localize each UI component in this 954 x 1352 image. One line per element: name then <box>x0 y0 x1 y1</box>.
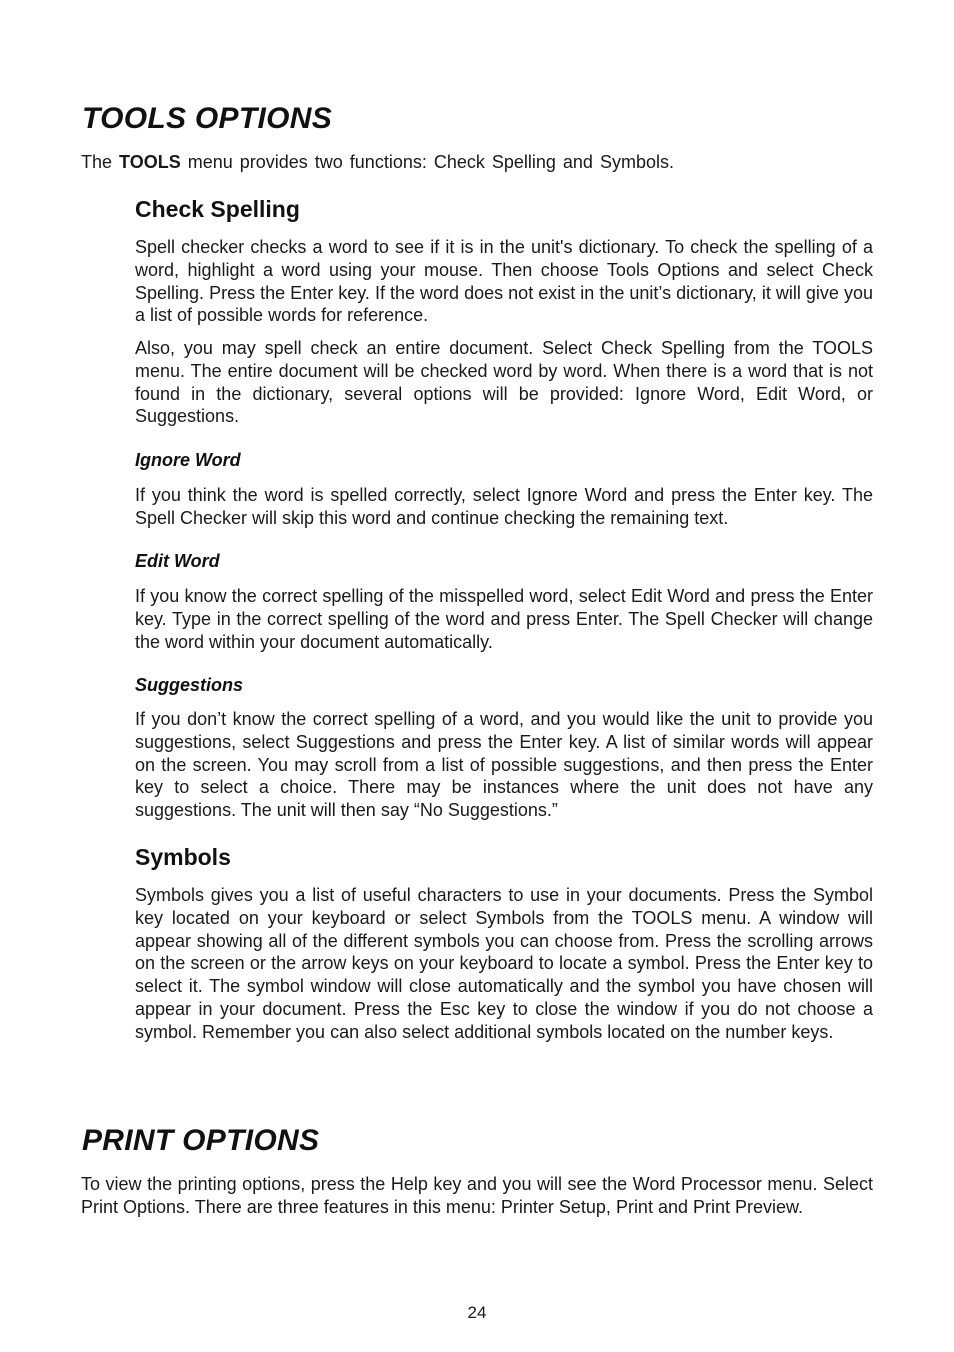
edit-word-heading: Edit Word <box>135 551 220 571</box>
edit-word-paragraph: If you know the correct spelling of the misspelled word, select Edit Word and press the Enter key. Type in the correct spelling of the word and press Enter. The Spell Checker will change the word within your document automatically. <box>135 586 873 652</box>
symbols-paragraph: Symbols gives you a list of useful characters to use in your documents. Press the Symbol key located on your keyboard or select Symbols from the TOOLS menu. A window will appear showing all of the different symbols you can choose from. Press the scrolling arrows on the screen or the arrow keys on your keyboard to locate a symbol. Press the Enter key to select it. The symbol window will close automatically and the symbol you have chosen will appear in your document. Press the Esc key to close the window if you do not choose a symbol. Remember you can also select additional symbols located on the number keys. <box>135 885 873 1042</box>
tools-options-title: TOOLS OPTIONS <box>82 102 333 135</box>
tools-intro-after: menu provides two functions: Check Spelling and Symbols. <box>180 152 674 172</box>
page-number: 24 <box>467 1303 487 1322</box>
print-options-title: PRINT OPTIONS <box>82 1124 320 1157</box>
check-spelling-paragraph-1: Spell checker checks a word to see if it is in the unit's dictionary. To check the spelling of a word, highlight a word using your mouse. Then choose Tools Options and select Check Spelling. Press the Enter key. If the word does not exist in the unit’s dictionary, it will give you a list of possible words for reference. <box>135 237 873 326</box>
suggestions-paragraph: If you don’t know the correct spelling of a word, and you would like the unit to provide you suggestions, select Suggestions and press the Enter key. A list of similar words will appear on the screen. You may scroll from a list of possible suggestions, and then press the Enter key to select a choice. There may be instances where the unit does not have any suggestions. The unit will then say “No Suggestions.” <box>135 709 873 821</box>
ignore-word-heading: Ignore Word <box>135 450 241 470</box>
check-spelling-heading: Check Spelling <box>135 196 300 222</box>
suggestions-heading: Suggestions <box>135 675 244 695</box>
print-options-paragraph: To view the printing options, press the Help key and you will see the Word Processor menu. Select Print Options. There are three features in this menu: Printer Setup, Print and Print Preview. <box>81 1174 873 1217</box>
check-spelling-paragraph-2: Also, you may spell check an entire document. Select Check Spelling from the TOOLS menu. The entire document will be checked word by word. When there is a word that is not found in the dictionary, several options will be provided: Ignore Word, Edit Word, or Suggestions. <box>135 338 873 427</box>
symbols-heading: Symbols <box>135 844 231 870</box>
tools-intro-before: The <box>81 152 120 172</box>
tools-intro <box>81 151 873 174</box>
tools-intro-bold: TOOLS <box>119 152 181 172</box>
ignore-word-paragraph: If you think the word is spelled correctly, select Ignore Word and press the Enter key. The Spell Checker will skip this word and continue checking the remaining text. <box>135 485 873 528</box>
